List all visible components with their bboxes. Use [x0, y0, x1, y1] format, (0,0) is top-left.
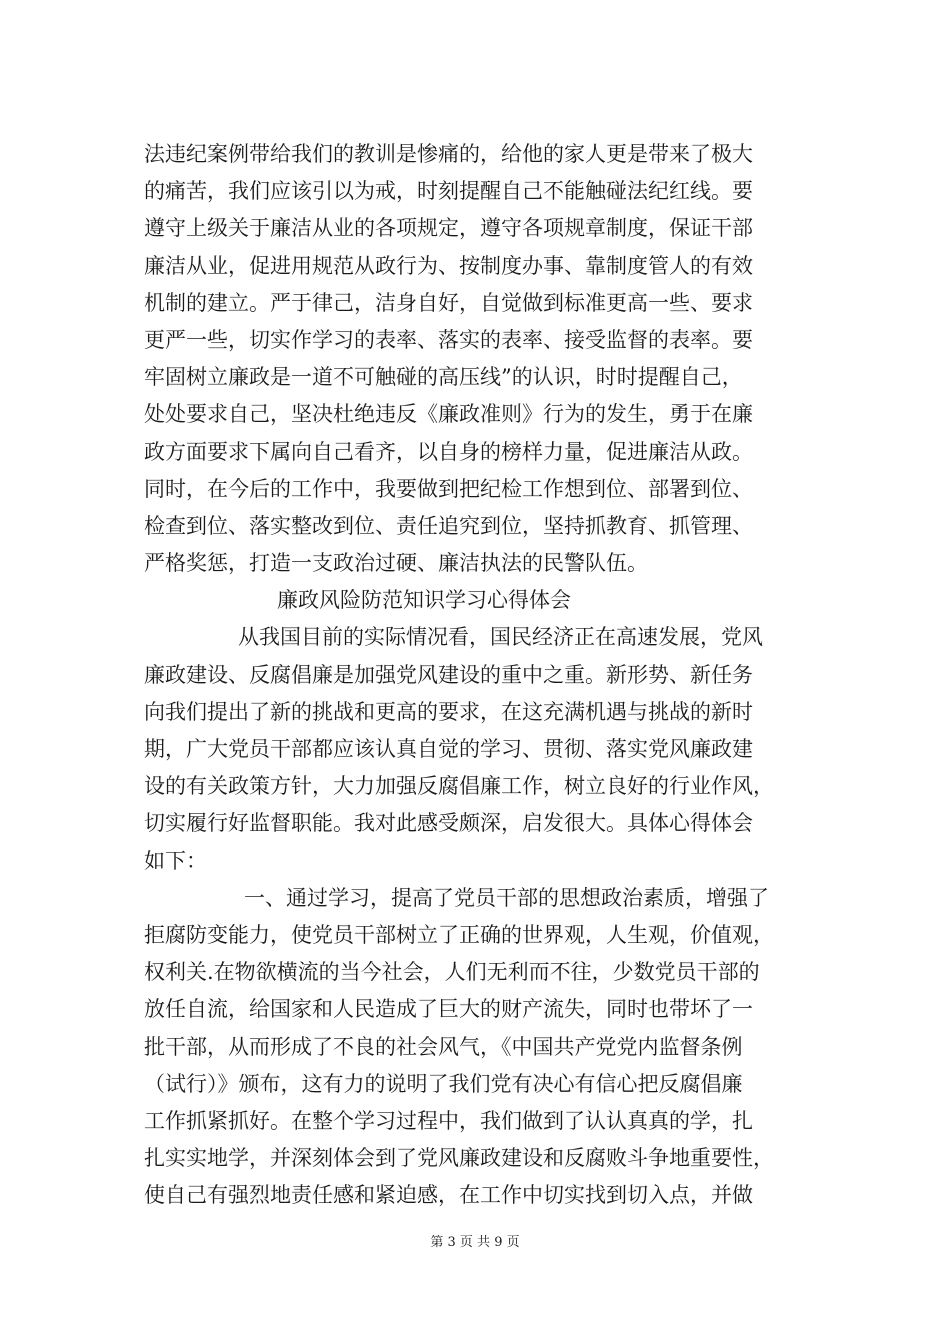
body-line-8: 处处要求自己，坚决杜绝违反《廉政准则》行为的发生，勇于在廉 — [144, 402, 753, 427]
body-line-1: 法违纪案例带给我们的教训是惨痛的，给他的家人更是带来了极大 — [144, 142, 753, 166]
body-line-18: 设的有关政策方针，大力加强反腐倡廉工作，树立良好的行业作风， — [144, 774, 774, 799]
body-line-5: 机制的建立。严于律己，洁身自好，自觉做到标准更高一些、要求 — [144, 290, 753, 315]
body-line-26: （试行）》颁布，这有力的说明了我们党有决心有信心把反腐倡廉 — [144, 1071, 743, 1096]
body-line-24: 放任自流，给国家和人民造成了巨大的财产流失，同时也带坏了一 — [144, 997, 753, 1022]
body-line-21: 一、通过学习，提高了党员干部的思想政治素质，增强了 — [244, 885, 769, 910]
body-line-11: 检查到位、落实整改到位、责任追究到位，坚持抓教育、抓管理、 — [144, 513, 753, 538]
body-line-14: 从我国目前的实际情况看，国民经济正在高速发展，党风 — [238, 625, 763, 650]
body-line-15: 廉政建设、反腐倡廉是加强党风建设的重中之重。新形势、新任务 — [144, 662, 753, 687]
body-line-28: 扎实实地学，并深刻体会到了党风廉政建设和反腐败斗争地重要性， — [144, 1146, 774, 1171]
body-line-3: 遵守上级关于廉洁从业的各项规定，遵守各项规章制度，保证干部 — [144, 216, 753, 241]
body-line-19: 切实履行好监督职能。我对此感受颇深，启发很大。具体心得体会 — [144, 811, 753, 836]
body-line-27: 工作抓紧抓好。在整个学习过程中，我们做到了认认真真的学，扎 — [144, 1108, 753, 1133]
body-line-23: 权利关.在物欲横流的当今社会，人们无利而不往，少数党员干部的 — [144, 960, 760, 985]
body-line-10: 同时，在今后的工作中，我要做到把纪检工作想到位、部署到位、 — [144, 476, 753, 501]
body-line-4: 廉洁从业，促进用规范从政行为、按制度办事、靠制度管人的有效 — [144, 253, 753, 278]
document-body — [144, 136, 814, 1214]
body-line-29: 使自己有强烈地责任感和紧迫感，在工作中切实找到切入点，并做 — [144, 1183, 753, 1208]
section-title: 廉政风险防范知识学习心得体会 — [277, 588, 571, 613]
body-line-22: 拒腐防变能力，使党员干部树立了正确的世界观，人生观，价值观， — [144, 922, 774, 947]
body-line-25: 批干部，从而形成了不良的社会风气，《中国共产党党内监督条例 — [144, 1034, 743, 1059]
body-line-16: 向我们提出了新的挑战和更高的要求，在这充满机遇与挑战的新时 — [144, 699, 753, 724]
body-line-2: 的痛苦，我们应该引以为戒，时刻提醒自己不能触碰法纪红线。要 — [144, 179, 753, 204]
body-line-20: 如下： — [144, 848, 207, 873]
body-line-6: 更严一些，切实作学习的表率、落实的表率、接受监督的表率。要 — [144, 327, 753, 352]
body-line-17: 期，广大党员干部都应该认真自觉的学习、贯彻、落实党风廉政建 — [144, 737, 753, 761]
page-number-footer: 第 3 页 共 9 页 — [430, 1235, 520, 1250]
body-line-7: 牢固树立廉政是一道不可触碰的高压线”的认识，时时提醒自己， — [144, 365, 743, 390]
body-line-12: 严格奖惩，打造一支政治过硬、廉洁执法的民警队伍。 — [144, 551, 648, 576]
body-line-9: 政方面要求下属向自己看齐，以自身的榜样力量，促进廉洁从政。 — [144, 439, 753, 464]
